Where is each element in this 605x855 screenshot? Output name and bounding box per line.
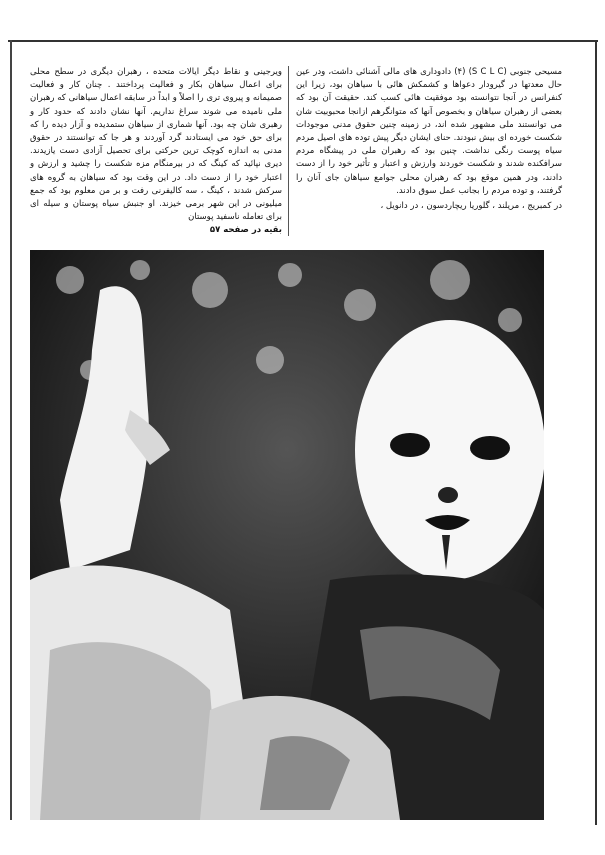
article-text-right: مسیحی جنوبی (S C L C) (۴) دادوداری های مالی آشنائی داشت، ودر عین حال معدتها در گیرودار دعواها و کشمکش هائی با سیاهان بود، زیرا این کنفرانس در آنجا نتوانسته بود موفقیت هائی کسب کند. حقیقت آن بود که بعضی از رهبران سیاهان و بخصوص آنها که متوانگرهم ازانجا محبوبیت شان می توانستند ملی مشهور شده اند، در زمینه چنین حقوق مدنی موجودات شکست خورده ای بیش نبودند. حنای ایشان دیگر پیش توده های اصیل مردم سیاه پوست رنگی نداشت. چنین بود که رهبران ملی در پیشگاه مردم سرافکنده شدند و شکست خوردند وارزش و اعتبار و تأثیر خود را از دست دادند، ودر همین موقع بود که رهبران محلی جوامع سیاهان جای آنان را گرفتند، و توده مردم را بجانب عمل سوق دادند. bbox=[296, 67, 563, 196]
page-border-top bbox=[8, 40, 598, 42]
article-column-left bbox=[30, 66, 282, 238]
page-border-left bbox=[10, 40, 12, 820]
page-border-right bbox=[595, 40, 597, 825]
article-byline-right: در کمبریج ، مریلند ، گلوریا ریچاردسون ، در دانویل ، bbox=[380, 201, 562, 212]
column-divider bbox=[288, 66, 289, 236]
article-column-right bbox=[296, 66, 562, 213]
article-photo bbox=[30, 250, 544, 820]
continued-on-page-note: بقیه در صفحه ۵۷ bbox=[209, 225, 282, 236]
photo-illustration bbox=[30, 250, 544, 820]
article-text-left: ویرجینی و نقاط دیگر ایالات متحده ، رهبران دیگری در سطح محلی برای اعمال سیاهان بکار و فعالیت پرداختند . چنان کار و فعالیت صمیمانه و پیروی تری را اصلاً و ابداً در سابقه اعمال سیاهانی که رهبران ملی نامیده می شوند سراغ نداریم. آنها نشان دادند که حدود کار و رهبری شان چه بود. آنها شماری از سیاهان ستمدیده و آزار دیده را که برای حق خود می ایستادند گرد آوردند و هر جا که توانستند در حقوق مدنی به اندازه کوچک ترین حرکتی برای تحصیل آزادی دست یازیدند. دیری نپائید که کینگ که در بیرمنگام مزه شکست را چشید و ارزش و اعتبار خود را از دست داد. در این وقت بود که سیاهان به گروه های سرکش شدند ، کینگ ، سه کالیفرنی رفت و بر من معلوم بود که جمع میلیونی در این شهر برمی خیزند. او جنبش سیاه پوستان و سیله ای برای تعامله ناسفید پوستان bbox=[30, 67, 282, 223]
